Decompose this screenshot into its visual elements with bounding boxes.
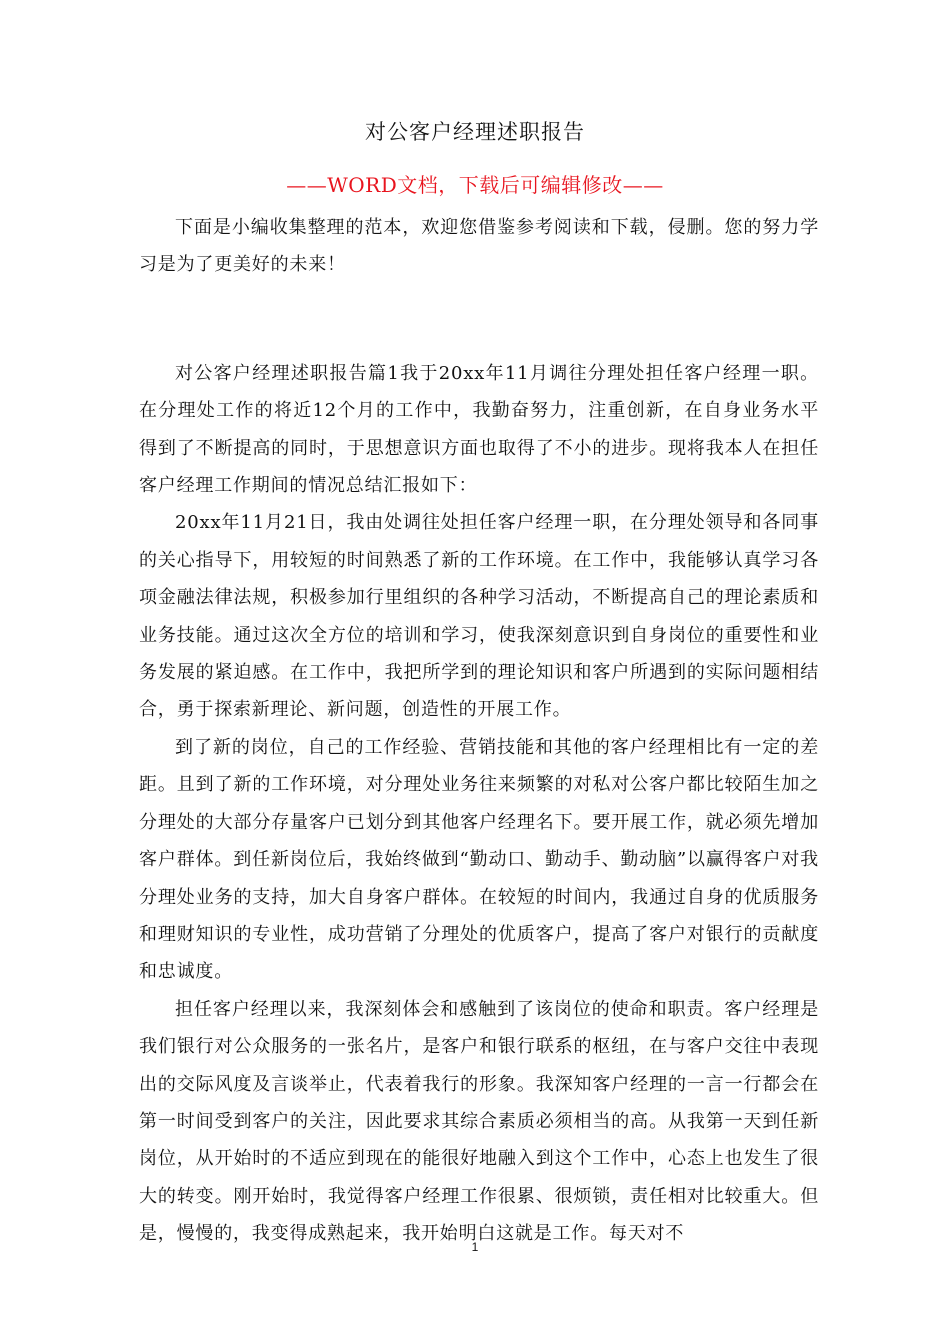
document-body	[139, 209, 819, 1253]
document-subtitle: ——WORD文档，下载后可编辑修改——	[286, 173, 664, 197]
body-paragraph-4: 担任客户经理以来，我深刻体会和感触到了该岗位的使命和职责。客户经理是我们银行对公众服务的一张名片，是客户和银行联系的枢纽，在与客户交往中表现出的交际风度及言谈举止，代表着我行的形象。我深知客户经理的一言一行都会在第一时间受到客户的关注，因此要求其综合素质必须相当的高。从我第一天到任新岗位，从开始时的不适应到现在的能很好地融入到这个工作中，心态上也发生了很大的转变。刚开始时，我觉得客户经理工作很累、很烦锁，责任相对比较重大。但是，慢慢的，我变得成熟起来，我开始明白这就是工作。每天对不	[139, 998, 819, 1245]
intro-paragraph: 下面是小编收集整理的范本，欢迎您借鉴参考阅读和下载，侵删。您的努力学习是为了更美好的未来！	[139, 217, 819, 276]
body-paragraph-2: 20xx年11月21日，我由处调往处担任客户经理一职，在分理处领导和各同事的关心指导下，用较短的时间熟悉了新的工作环境。在工作中，我能够认真学习各项金融法律法规，积极参加行里组织的各种学习活动，不断提高自己的理论素质和业务技能。通过这次全方位的培训和学习，使我深刻意识到自身岗位的重要性和业务发展的紧迫感。在工作中，我把所学到的理论知识和客户所遇到的实际问题相结合，勇于探索新理论、新问题，创造性的开展工作。	[139, 512, 819, 721]
body-paragraph-1: 对公客户经理述职报告篇1我于20xx年11月调往分理处担任客户经理一职。在分理处工作的将近12个月的工作中，我勤奋努力，注重创新，在自身业务水平得到了不断提高的同时，于思想意识方面也取得了不小的进步。现将我本人在担任客户经理工作期间的情况总结汇报如下：	[139, 362, 819, 497]
page-number: 1	[471, 1240, 479, 1254]
paragraph-spacer	[139, 284, 819, 355]
body-paragraph-3: 到了新的岗位，自己的工作经验、营销技能和其他的客户经理相比有一定的差距。且到了新的工作环境，对分理处业务往来频繁的对私对公客户都比较陌生加之分理处的大部分存量客户已划分到其他客户经理名下。要开展工作，就必须先增加客户群体。到任新岗位后，我始终做到“勤动口、勤动手、勤动脑”以赢得客户对我分理处业务的支持，加大自身客户群体。在较短的时间内，我通过自身的优质服务和理财知识的专业性，成功营销了分理处的优质客户，提高了客户对银行的贡献度和忠诚度。	[139, 736, 819, 983]
document-title: 对公客户经理述职报告	[365, 120, 585, 144]
